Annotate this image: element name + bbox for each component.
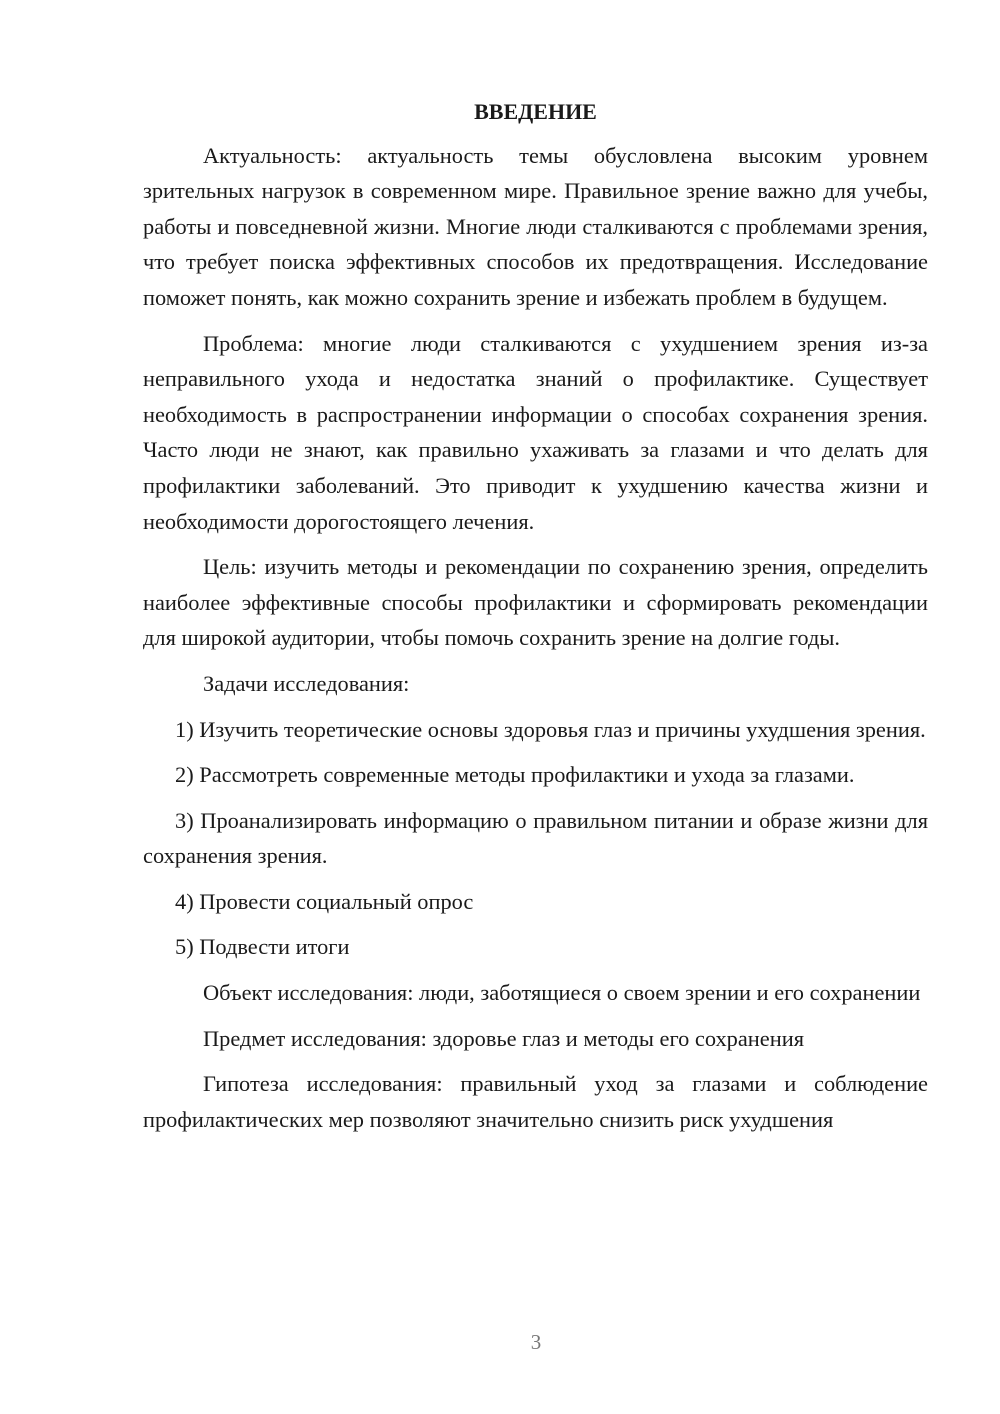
tasks-title: Задачи исследования: [203,670,410,696]
paragraph-relevance: Актуальность: актуальность темы обусловлена высоким уровнем зрительных нагрузок в современном мире. Правильное зрение важно для учебы, работы и повседневной жизни. Многие люди сталкиваются с проблемами зрения, что требует поиска эффективных способов их предотвращения. Исследование поможет понять, как можно сохранить зрение и избежать проблем в будущем. [143,142,928,310]
paragraph-object: Объект исследования: люди, заботящиеся о своем зрении и его сохранении [203,980,921,1006]
paragraph-hypothesis: Гипотеза исследования: правильный уход за глазами и соблюдение профилактических мер позволяют значительно снизить риск ухудшения [143,1071,928,1132]
page-number: 3 [530,1330,542,1354]
task-item: 1) Изучить теоретические основы здоровья глаз и причины ухудшения зрения. [175,716,926,742]
paragraph-subject: Предмет исследования: здоровье глаз и методы его сохранения [203,1025,804,1051]
task-item: 5) Подвести итоги [175,934,350,960]
page-content [143,94,928,1147]
task-item: 2) Рассмотреть современные методы профилактики и ухода за глазами. [175,762,855,788]
task-item: 4) Провести социальный опрос [175,888,474,914]
paragraph-problem: Проблема: многие люди сталкиваются с ухудшением зрения из-за неправильного ухода и недостатка знаний о профилактике. Существует необходимость в распространении информации о способах сохранения зрения. Часто люди не знают, как правильно ухаживать за глазами и что делать для профилактики заболеваний. Это приводит к ухудшению качества жизни и необходимости дорогостоящего лечения. [143,330,928,534]
paragraph-goal: Цель: изучить методы и рекомендации по сохранению зрения, определить наиболее эффективные способы профилактики и сформировать рекомендации для широкой аудитории, чтобы помочь сохранить зрение на долгие годы. [143,554,928,651]
page-heading: ВВЕДЕНИЕ [474,99,597,124]
task-item: 3) Проанализировать информацию о правильном питании и образе жизни для сохранения зрения. [143,807,928,869]
